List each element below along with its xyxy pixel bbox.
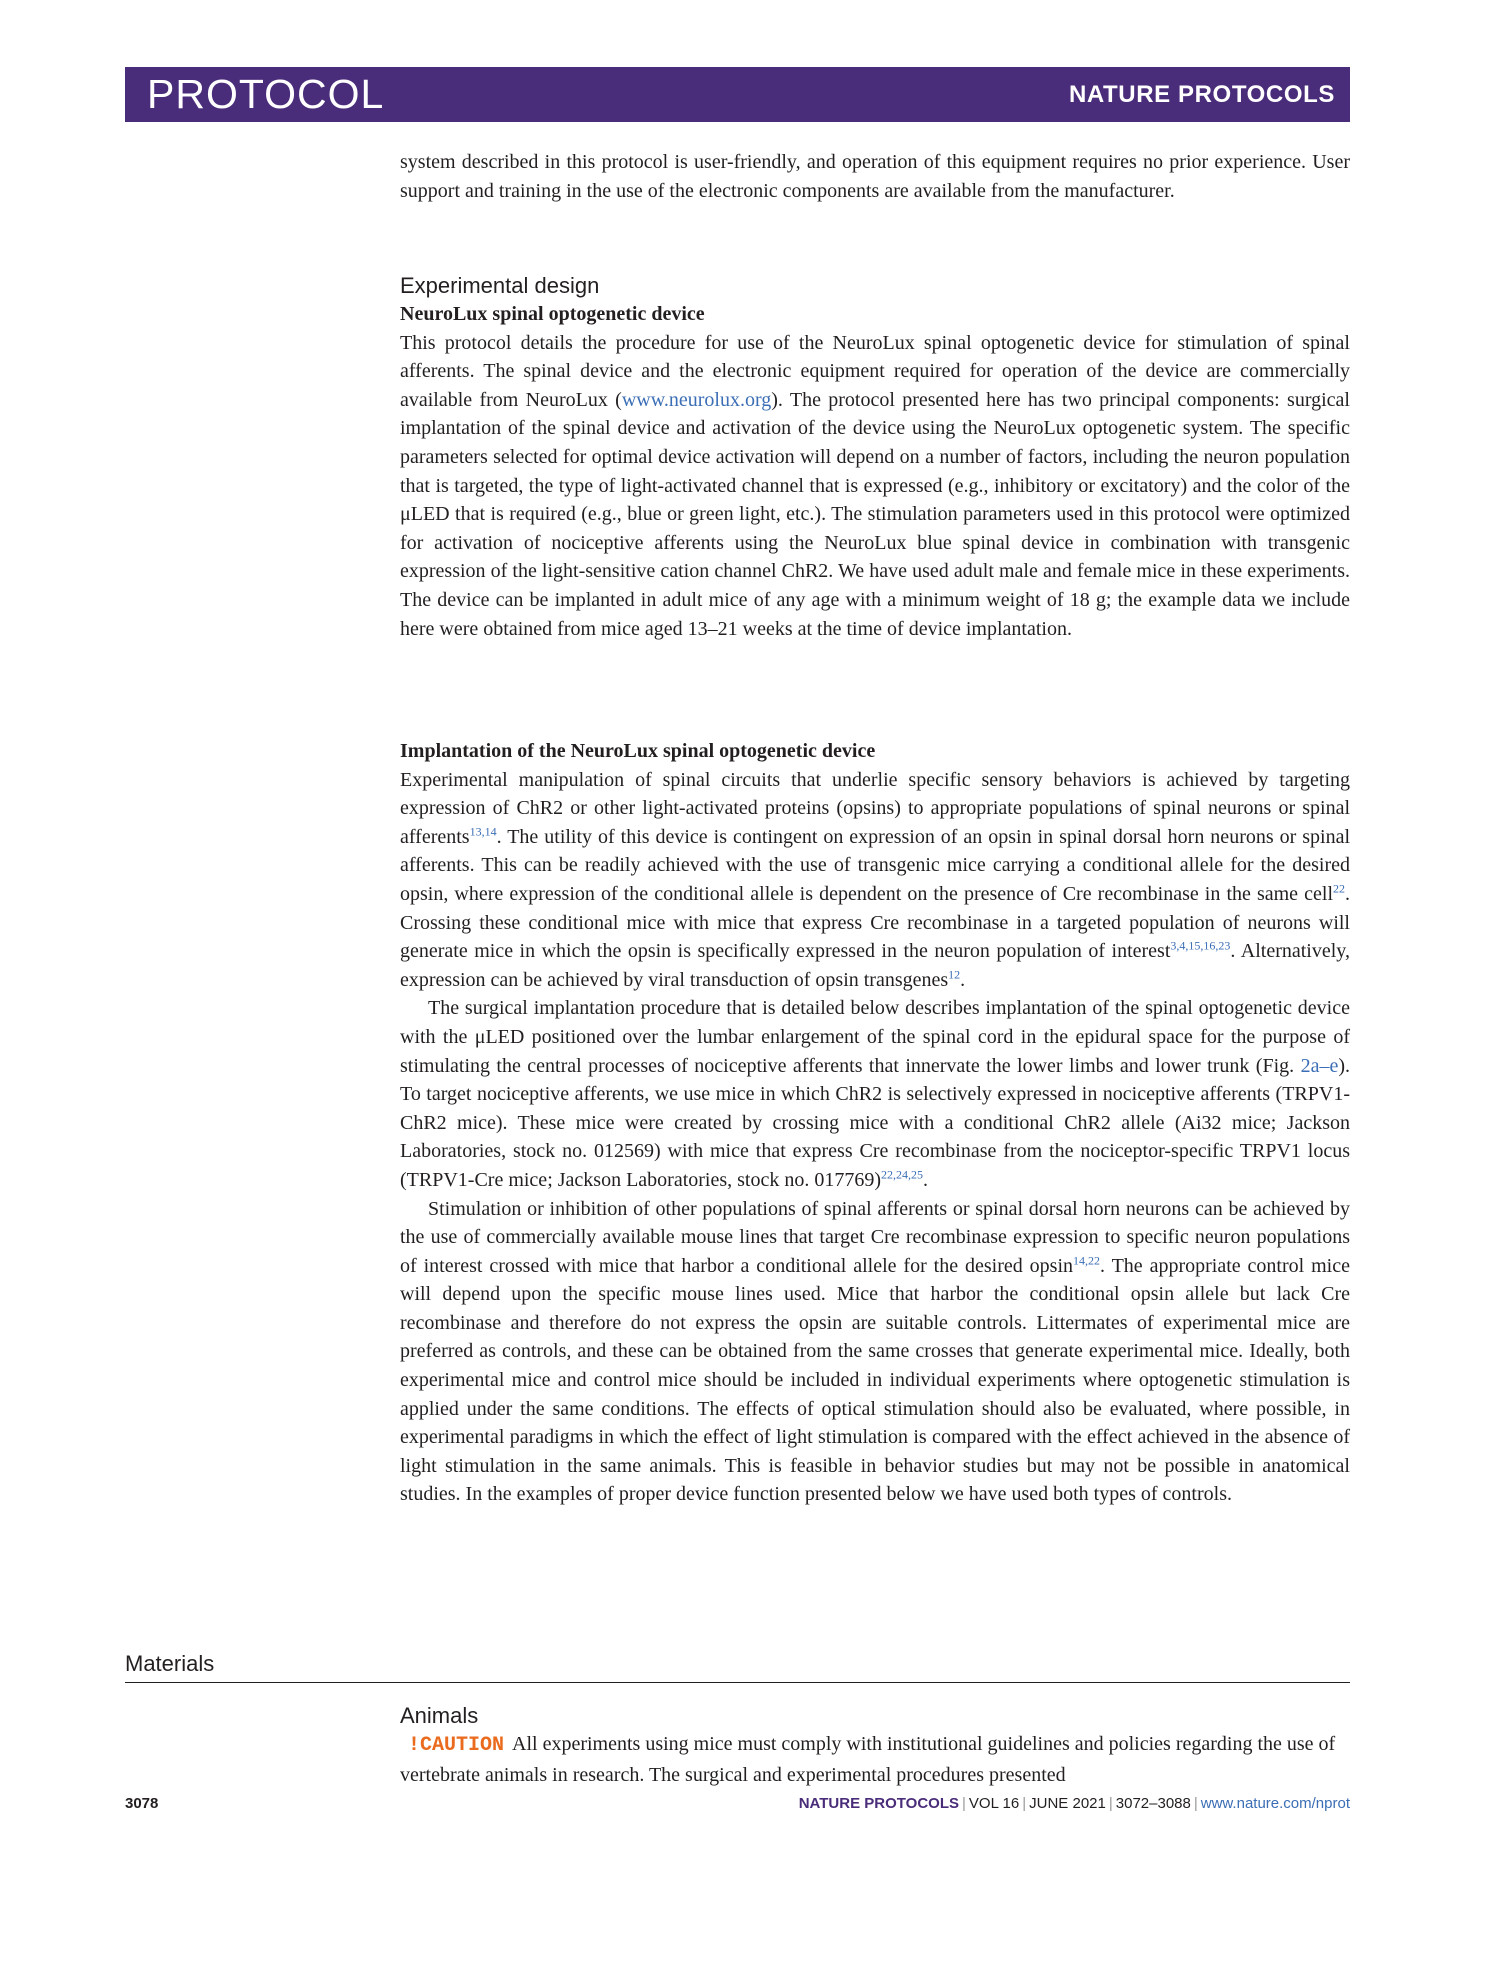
subsection-title-device: NeuroLux spinal optogenetic device (400, 303, 705, 325)
footer-journal: NATURE PROTOCOLS (798, 1795, 960, 1812)
page-footer (125, 1795, 1350, 1819)
reference-link[interactable]: 22,24,25 (881, 1167, 924, 1182)
reference-link[interactable]: 14,22 (1073, 1253, 1101, 1268)
citation-line: NATURE PROTOCOLS | VOL 16 | JUNE 2021 | 3072–3088 | www.nature.com/nprot (798, 1795, 1350, 1812)
section-title-experimental-design: Experimental design (400, 273, 600, 298)
reference-link[interactable]: 12 (948, 967, 961, 982)
implantation-paragraph-2: The surgical implantation procedure that is detailed below describes implantation of the spinal optogenetic device with the μLED positioned over the lumbar enlargement of the spinal cord in the epidural space for the purpose of stimulating the central processes of nociceptive afferents that innervate the lower limbs and lower trunk (Fig. 2a–e). To target nociceptive afferents, we use mice in which ChR2 is selectively expressed in nociceptive afferents (TRPV1-ChR2 mice). These mice were created by crossing mice with a conditional ChR2 allele (Ai32 mice; Jackson Laboratories, stock no. 012569) with mice that express Cre recombinase from the nociceptor-specific TRPV1 locus (TRPV1-Cre mice; Jackson Laboratories, stock no. 017769)$^{22,24,25}$. (400, 997, 1350, 1191)
page-number: 3078 (125, 1795, 159, 1812)
article-type-label: PROTOCOL (147, 71, 385, 117)
intro-block (400, 148, 1350, 205)
section-title-materials: Materials (125, 1651, 215, 1676)
reference-link[interactable]: 22 (1333, 881, 1345, 896)
caution-paragraph: !CAUTION All experiments using mice must comply with institutional guidelines and policies regarding the use of vertebrate animals in research. The surgical and experimental procedures presented (400, 1733, 1336, 1786)
footer-url-link[interactable]: www.nature.com/nprot (1200, 1795, 1350, 1812)
journal-name-header: NATURE PROTOCOLS (1068, 81, 1335, 108)
footer-volume: VOL 16 (968, 1795, 1020, 1812)
experimental-design-section (400, 272, 1350, 643)
animals-section (400, 1702, 1350, 1789)
subsection-title-implantation: Implantation of the NeuroLux spinal optogenetic device (400, 740, 876, 762)
reference-link[interactable]: 3,4,15,16,23 (1170, 938, 1231, 953)
header-banner (125, 67, 1350, 122)
footer-date: JUNE 2021 (1029, 1795, 1106, 1812)
neurolux-link[interactable]: www.neurolux.org (621, 388, 772, 411)
materials-heading-row (125, 1651, 1350, 1683)
figure-link[interactable]: 2a–e (1300, 1054, 1339, 1077)
footer-pages: 3072–3088 (1115, 1795, 1191, 1812)
implantation-paragraph-1: Experimental manipulation of spinal circuits that underlie specific sensory behaviors is achieved by targeting expression of ChR2 or other light-activated proteins (opsins) to appropriate populations of spinal neurons or spinal afferents$^{13,14}$. The utility of this device is contingent on expression of an opsin in spinal dorsal horn neurons or spinal afferents. This can be readily achieved with the use of transgenic mice carrying a conditional allele for the desired opsin, where expression of the conditional allele is dependent on the presence of Cre recombinase in the same cell$^{22}$. Crossing these conditional mice with mice that express Cre recombinase in a targeted population of neurons will generate mice in which the opsin is specifically expressed in the neuron population of interest$^{3,4,15,16,23}$. Alternatively, expression can be achieved by viral transduction of opsin transgenes$^{12}$. (400, 768, 1350, 991)
implantation-section (400, 737, 1350, 1509)
subsection-title-animals: Animals (400, 1703, 479, 1728)
caution-label: !CAUTION (408, 1734, 505, 1757)
reference-link[interactable]: 13,14 (469, 824, 497, 839)
device-paragraph: This protocol details the procedure for use of the NeuroLux spinal optogenetic device for stimulation of spinal afferents. The spinal device and the electronic equipment required for operation of the device are commercially available from NeuroLux (www.neurolux.org). The protocol presented here has two principal components: surgical implantation of the spinal device and activation of the device using the NeuroLux optogenetic system. The specific parameters selected for optimal device activation will depend on a number of factors, including the neuron population that is targeted, the type of light-activated channel that is expressed (e.g., inhibitory or excitatory) and the color of the μLED that is required (e.g., blue or green light, etc.). The stimulation parameters used in this protocol were optimized for activation of nociceptive afferents using the NeuroLux blue spinal device in combination with transgenic expression of the light-sensitive cation channel ChR2. We have used adult male and female mice in these experiments. The device can be implanted in adult mice of any age with a minimum weight of 18 g; the example data we include here were obtained from mice aged 13–21 weeks at the time of device implantation. (400, 331, 1350, 640)
implantation-paragraph-3: Stimulation or inhibition of other populations of spinal afferents or spinal dorsal horn neurons can be achieved by the use of commercially available mouse lines that target Cre recombinase expression to specific neuron populations of interest crossed with mice that harbor a conditional allele for the desired opsin$^{14,22}$. The appropriate control mice will depend upon the specific mouse lines used. Mice that harbor the conditional opsin allele but lack Cre recombinase and therefore do not express the opsin are suitable controls. Littermates of experimental mice are preferred as controls, and these can be obtained from the same crosses that generate experimental mice. Ideally, both experimental mice and control mice should be included in individual experiments where optogenetic stimulation is applied under the same conditions. The effects of optical stimulation should also be evaluated, where possible, in experimental paradigms in which the effect of light stimulation is compared with the effect achieved in the absence of light stimulation in the same animals. This is feasible in behavior studies but may not be possible in anatomical studies. In the examples of proper device function presented below we have used both types of controls. (400, 1197, 1350, 1506)
intro-paragraph: system described in this protocol is user-friendly, and operation of this equipment requires no prior experience. User support and training in the use of the electronic components are available from the manufacturer. (400, 151, 1350, 202)
